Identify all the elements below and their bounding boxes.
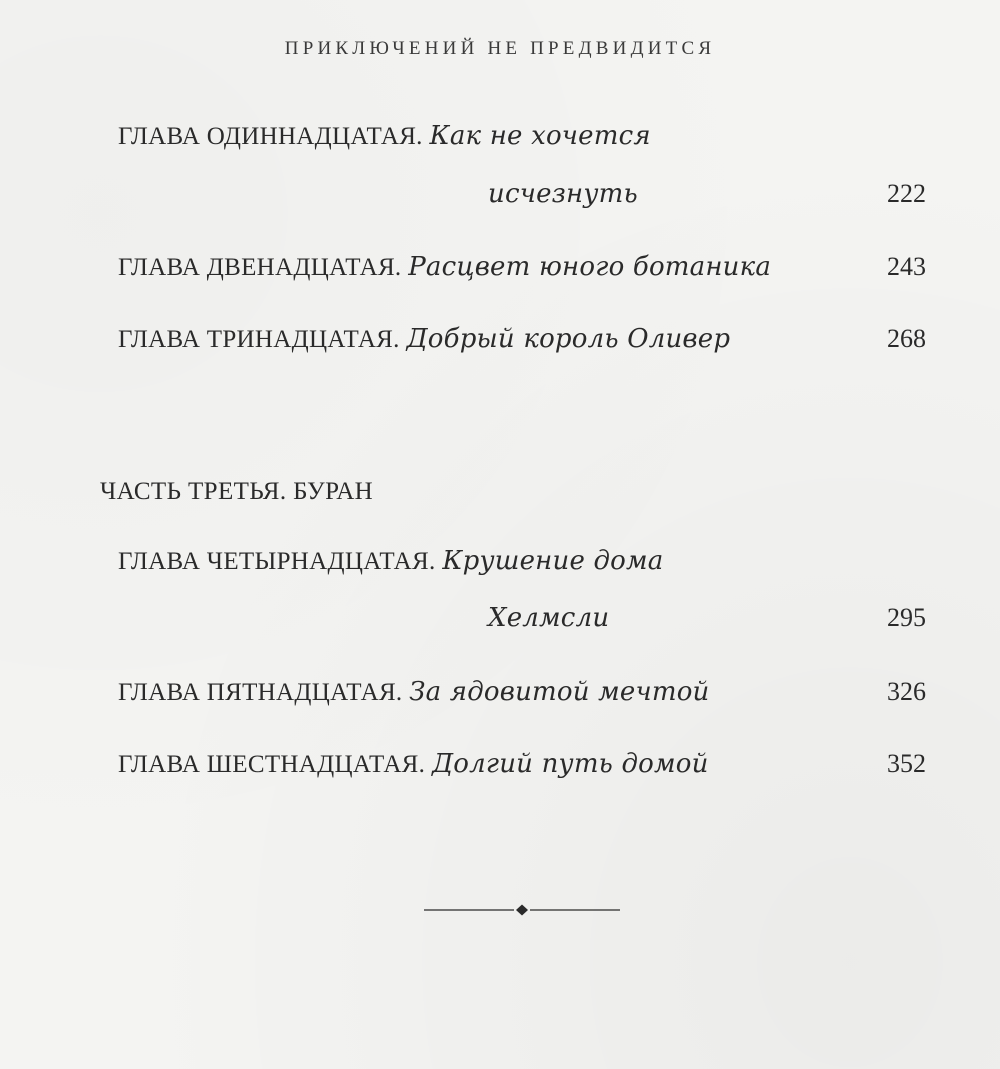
page-number: 243 [887,252,926,281]
chapter-title: Долгий путь домой [431,749,709,779]
toc-entry-chapter-16 [118,748,709,779]
chapter-title-continued: Хелмсли [488,603,610,633]
running-head: ПРИКЛЮЧЕНИЙ НЕ ПРЕДВИДИТСЯ [284,38,716,59]
page-number: 326 [887,677,926,706]
chapter-title: Добрый король Оливер [406,324,731,354]
chapter-label: ГЛАВА ОДИННАДЦАТАЯ. [118,123,423,150]
page-number: 295 [887,603,926,632]
toc-entry-chapter-15 [118,676,710,707]
page-number: 222 [887,179,926,208]
toc-entry-chapter-11-continued [488,178,638,209]
chapter-title-continued: исчезнуть [488,179,638,209]
part-heading: ЧАСТЬ ТРЕТЬЯ. БУРАН [100,478,374,505]
page-number: 352 [887,749,926,778]
toc-entry-chapter-14-continued [488,602,609,633]
page-number: 268 [887,324,926,353]
chapter-label: ГЛАВА ЧЕТЫРНАДЦАТАЯ. [118,548,436,575]
toc-entry-chapter-12 [118,251,771,282]
chapter-title: Расцвет юного ботаника [408,252,772,282]
chapter-title: Крушение дома [442,546,664,576]
chapter-label: ГЛАВА ШЕСТНАДЦАТАЯ. [118,751,426,778]
chapter-label: ГЛАВА ПЯТНАДЦАТАЯ. [118,679,403,706]
chapter-title: Как не хочется [429,121,651,151]
divider-ornament-icon [424,903,620,917]
toc-entry-chapter-14 [118,545,664,576]
toc-entry-chapter-11 [118,120,651,151]
chapter-label: ГЛАВА ТРИНАДЦАТАЯ. [118,326,400,353]
chapter-label: ГЛАВА ДВЕНАДЦАТАЯ. [118,254,402,281]
toc-entry-chapter-13 [118,323,730,354]
chapter-title: За ядовитой мечтой [409,677,710,707]
